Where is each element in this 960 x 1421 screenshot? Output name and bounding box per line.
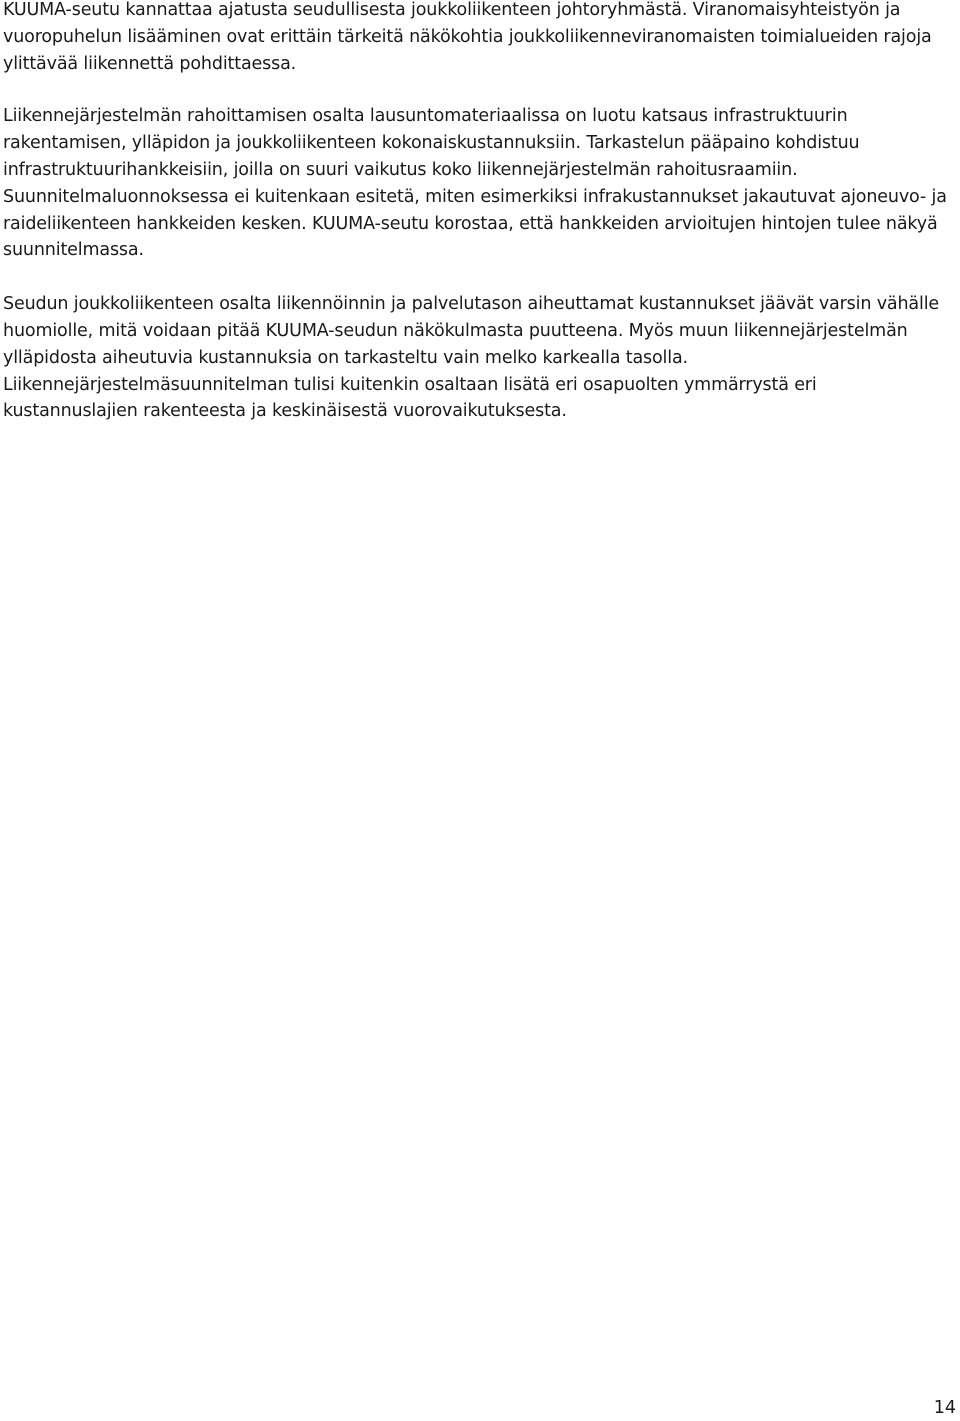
paragraph-kustannukset: Seudun joukkoliikenteen osalta liikennöinnin ja palvelutason aiheuttamat kustannukset jäävät varsin vähälle huomiolle, mitä voidaan pitää KUUMA-seudun näkökulmasta puutteena. Myös muun liikennejärjestelmän ylläpidosta aiheutuvia kustannuksia on tarkasteltu vain melko karkealla tasolla. Liikennejärjestelmäsuunnitelman tulisi kuitenkin osaltaan lisätä eri osapuolten ymmärrystä eri kustannuslajien rakenteesta ja keskinäisestä vuorovaikutuksesta. [3, 294, 940, 422]
paragraph-kuuma-johtoryhma: KUUMA-seutu kannattaa ajatusta seudullisesta joukkoliikenteen johtoryhmästä. Viranomaisyhteistyön ja vuoropuhelun lisääminen ovat erittäin tärkeitä näkökohtia joukkoliikenneviranomaisten toimialueiden rajoja ylittävää liikennettä pohdittaessa. [3, 0, 932, 74]
page-body [3, 0, 948, 425]
paragraph-rahoitus: Liikennejärjestelmän rahoittamisen osalta lausuntomateriaalissa on luotu katsaus infrastruktuurin rakentamisen, ylläpidon ja joukkoliikenteen kokonaiskustannuksiin. Tarkastelun pääpaino kohdistuu infrastruktuurihankkeisiin, joilla on suuri vaikutus koko liikennejärjestelmän rahoitusraamiin. Suunnitelmaluonnoksessa ei kuitenkaan esitetä, miten esimerkiksi infrakustannukset jakautuvat ajoneuvo- ja raideliikenteen hankkeiden kesken. KUUMA-seutu korostaa, että hankkeiden arvioitujen hintojen tulee näkyä suunnitelmassa. [3, 106, 947, 261]
page-number: 14 [933, 1398, 956, 1418]
